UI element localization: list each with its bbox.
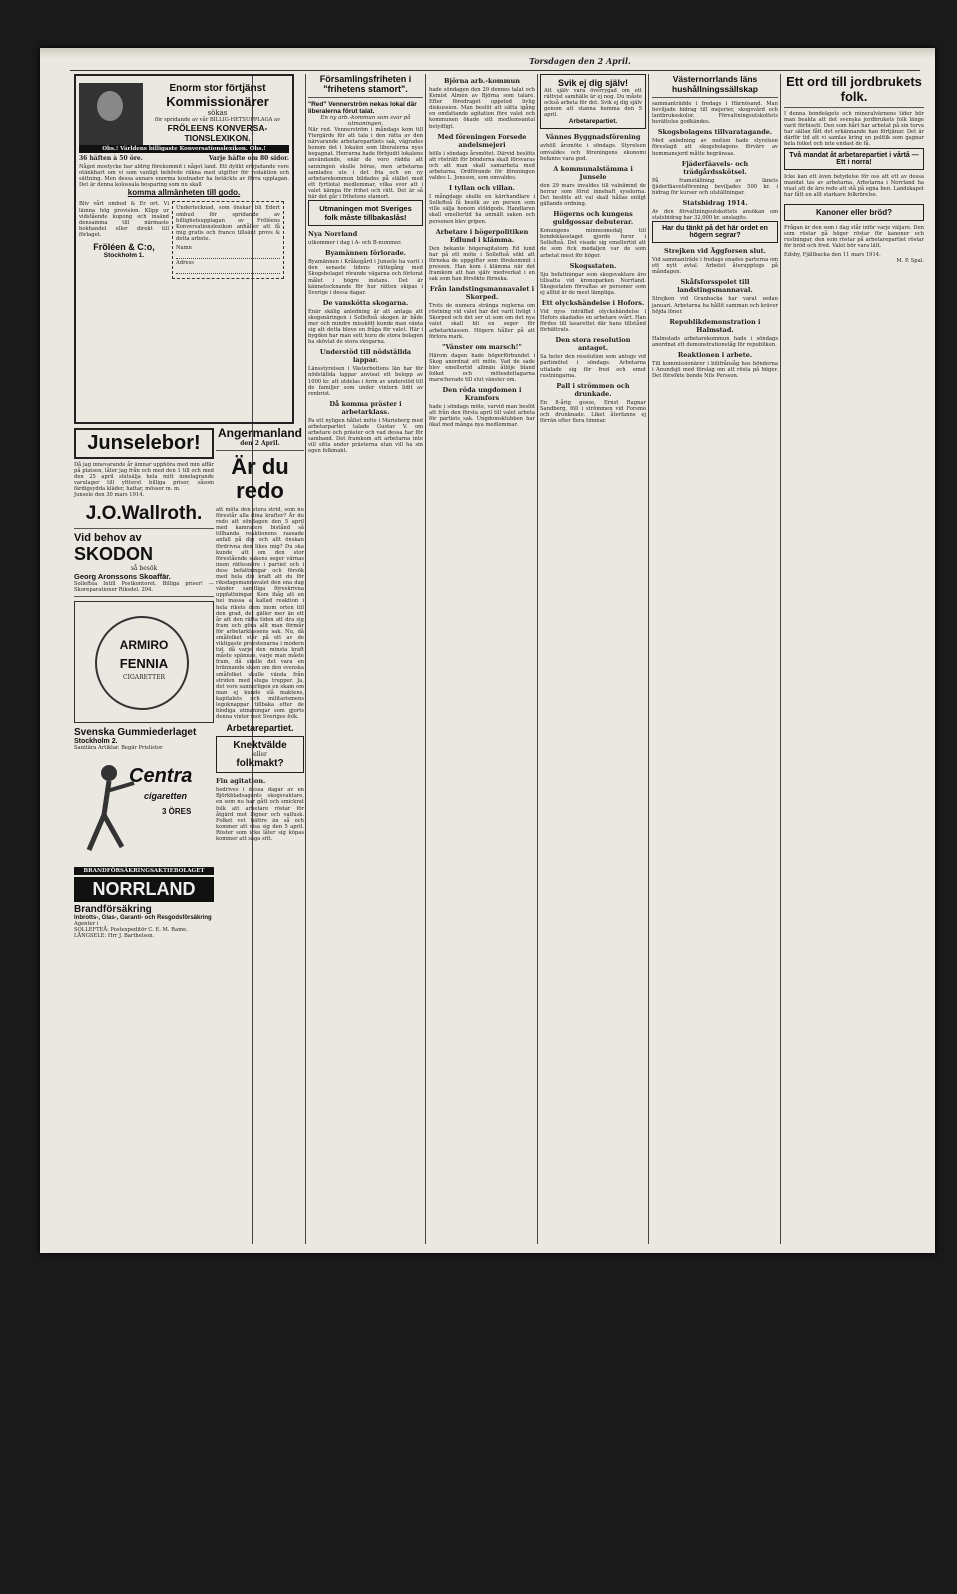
skodon-sa-besok: så besök	[130, 564, 158, 572]
tva-mandat-box: Två mandat åt arbetarepartiet i vårtå — Ett i norra!	[784, 148, 924, 170]
republik-title: Republikdemonstration i Halmstad.	[669, 317, 761, 334]
vanster-body: Härom dagen hade högerförbundet i Skog anordnat ett möte. Vad de sade blev emellertid allmän åtlöje bland folket och mötesdeltagarna marscherade till slut vänster om.	[429, 352, 535, 384]
armiro-brand: ARMIRO	[119, 637, 169, 652]
ad-for-line: för spridande av vår BILLIG-HETSUPPLAGA av	[154, 117, 281, 123]
sylvia-title: Svik ej dig själv!	[557, 78, 629, 88]
vasternorr-title: Västernorrlands läns hushållningssällskap	[672, 74, 758, 94]
armiro-name: FENNIA	[119, 655, 169, 671]
statsbidrag-title: Statsbidrag 1914.	[682, 198, 748, 207]
column-7	[784, 74, 924, 1244]
knektvalde-eller: eller	[253, 751, 267, 759]
bjorna-body: hade söndagen den 29 dennes talat och Kemist Almén av Björna som talare. Efter föredraget uppstod livlig diskussion. Man beslöt att sätta igång en omfattande agitation före valet och kommunen ökade sitt medlemsantal betydligt.	[429, 87, 535, 130]
angermanland-title: Angermanland	[217, 426, 302, 440]
vasternorr-body: sammanträdde i fredags i Härnösand. Man beviljade bidrag till mejerier, skogsvård och lantbruksskolor. Förvaltningsutskottets berättelse godkändes.	[652, 101, 778, 126]
skogsstaten-title: Skogsstaten.	[569, 261, 617, 270]
republik-body: Halmstads arbetarekommun hade i söndags anordnat ett demonstrationståg för republiken.	[652, 335, 778, 348]
hogern-body: Konungens minnesmedalj till bondeklasstaget gjorde furor i Sollefteå. Det visade sig emellertid att de som fick medaljen var de som arbetat mest för höger.	[540, 228, 646, 259]
olycka-title: Ett olyckshändelse i Hofors.	[541, 298, 645, 307]
ad-headline: Enorm stor förtjänst	[169, 83, 266, 94]
skafsforsen-title: Skåfsforsspolet till landstingsmannaval.	[677, 278, 753, 295]
column-4	[429, 74, 535, 1244]
kommun-body: Pa ett nyligen hållet möte i Marieberg med arbetarpartiet talade Gustav V. om arbetare och präster och vad dessa har för samband. Det framkom att arbetarna inte vill sitta under prästerna utan vill ha sin egen folkmakt.	[308, 417, 423, 455]
strejken-title: Strejken vid Äggforsen slut.	[664, 247, 766, 256]
forsamling-kicker: "Red" Vennerström nekas lokal där liberalerna förut talat.	[308, 101, 417, 115]
hogern-title: Högerns och kungens guldgossar debuterar.	[552, 210, 634, 227]
junsele-headline: Junselebor!	[74, 428, 214, 459]
byamannen-body: Byamännen i Kråkegård i Junsele ha varit i den senaste tidens rättegång med Skogsbolaget rörande vägarna och förlorat målet i högre instans. Det är kännetecknande för hur rätten skipas i Sverige i dessa dagar.	[308, 259, 423, 296]
strejken-body: Vid sammanträde i fredags enades parterna om ett nytt avtal. Arbetet återupptogs på måndagen.	[652, 257, 778, 276]
norrland-name: NORRLAND	[74, 877, 214, 902]
norrland-city1: SOLLEFTEÅ: Postexpeditör C. E. M. Rame.	[74, 926, 188, 933]
gummi-body: Sanitära Artiklar. Begär Prislistor.	[74, 744, 164, 751]
centra-price: 3 ÖRES	[162, 806, 192, 816]
forsamling-lead: En ny arb.-kommun som svar på utmaningen.	[320, 115, 411, 127]
norrland-line2: Inbrotts-, Glas-, Garanti- och Resgodsförsäkring	[74, 914, 212, 921]
stora-reso-title: Den stora resolution antaget.	[555, 336, 631, 353]
page-date-header: Torsdagen den 2 April.	[529, 56, 631, 66]
gummi-address: Stockholm 2.	[74, 737, 118, 745]
tradgards-title: Fjäderfäavels- och trädgårdsskötsel.	[681, 159, 749, 176]
coupon-adress-label: Adress	[176, 260, 194, 267]
forsede-body: hölls i söndags årsmötet. Därvid beslöts att rösträtt för bönderna skall försvaras och att man skall samarbeta med arbetarna. Ordförande för föreningen valdes L. Jonsson, som omvaldes.	[429, 150, 535, 182]
sylvia-sign: Arbetarepartiet.	[568, 118, 618, 126]
ad-sokas: sökas	[207, 109, 228, 117]
kanoner-body: Frågan är den som i dag står inför varje väljare. Den som röstar på höger röstar för kanoner och rustningar, den som röstar på arbetarepartiet röstar för bröd och fred. Valet bör vara lätt.	[784, 224, 924, 250]
centra-brand: Centra	[129, 764, 193, 787]
column-rule	[780, 74, 781, 1244]
nodstallda-body: Länsstyrelsen i Västerbottens län har för nödställda lappar anvisat ett belopp av 1000 kr. att utdelas i form av understöd till de familjer som under vintern lidit av renbrist.	[308, 366, 423, 397]
ad-obs-banner: Obs.! Världens billigaste Konversationslexikon. Obs.!	[79, 145, 289, 153]
knektvalde-folkmakt: folkmakt?	[236, 758, 284, 770]
skogsbolag-body: Med anledning av motion hade styrelsen föreslagit att skogsbolagens förvärv av hemmansjord måtte begränsas.	[652, 138, 778, 157]
vanster-title: "Vänster om marsch!"	[442, 342, 522, 351]
jordbruk-title: Ett ord till jordbrukets folk.	[786, 74, 922, 104]
ad-body: Något mostycke har aldrig förekommit i något land. Ett dylikt erbjudande vore otänkbart om vi som vanligt behövde räkna med utgifter för redaktion och sättning. Men dessa annars enorma kostnader ha betäckts av förra upplagan. Det är denna kolossala besparing som nu skall	[79, 164, 289, 189]
ad-left-text: Bliv vårt ombud & Er ort. Vi lämna hög provision. Klipp ur vidstående kupong och insänd densamma till närmaste bokhandel eller direkt till förlaget.	[79, 201, 169, 238]
byamannen-title: Byamännen förlorade.	[324, 249, 407, 258]
sylvia-body: Att själv vara överrygad om ett rättvist samhälle är ej nog. Du måste också arbeta för det. Svik ej dig själv genom att stanna hemma den 5 april.	[544, 88, 642, 119]
norrland-city2: LÅNGSELE: Hrr J. Barthelson.	[74, 933, 155, 940]
nodstallda-title: Understöd till nödställda lappar.	[319, 348, 412, 365]
tva-mandat-body: Icke kan ett även betydelse för oss att ett av dessa mandat tas av arbetarna. Arbetarna i Norrland ha visat att de äro redo att stå på egna ben. Landskapet har fått en allt starkare folkrörelse.	[784, 173, 924, 198]
column-5	[540, 74, 646, 1244]
nar-du-box: Har du tänkt på det här ordet en högern segrar?	[652, 221, 778, 243]
skodon-address: Solleftea Intill Postkontoret. Billiga priser! — Skoreparationer Riksdel. 294.	[74, 580, 214, 593]
skodon-lead: Vid behov av	[74, 531, 142, 544]
column-rule	[648, 74, 649, 1244]
skodon-title: SKODON	[74, 543, 154, 564]
skodon-shop: Georg Aronssons Skoaffär.	[74, 571, 171, 581]
olycka-body: Vid nyss inträffad olyckshändelse i Hofors skadades en arbetare svårt. Han fördes till lasarettet där hans tillstånd förbättrats.	[540, 308, 646, 334]
coupon-namn-label: Namn	[176, 245, 192, 252]
kommun-title: Då komma präster i arbetarklass.	[329, 399, 402, 416]
norrland-top-banner: BRANDFÖRSÄKRINGSAKTIEBOLAGET	[74, 867, 214, 875]
gummi-title: Svenska Gummiederlaget	[74, 726, 197, 738]
armiro-ad	[74, 601, 214, 723]
centra-kind: cigaretten	[144, 790, 188, 801]
angermanland-headline: Är du redo	[231, 454, 289, 503]
vannes-title: Vännes Byggnadsförening	[545, 133, 641, 142]
sylvia-box	[540, 74, 646, 129]
ad-city: Stockholm 1.	[103, 252, 145, 260]
wallroth-name: J.O.Wallroth.	[85, 502, 203, 524]
stora-reso-body: Sa heter den resolution som antogs vid partimötet i söndags. Arbetarna uttalade sig för fred och emot rustningarna.	[540, 354, 646, 379]
column-rule	[425, 74, 426, 1244]
skogsbolag-title: Skogsbolagens tillvaratagande.	[657, 128, 773, 137]
reaktionen-title: Reaktionen i arbete.	[677, 350, 753, 359]
angermanland-section: Arbetarepartiet.	[226, 723, 294, 734]
reaktionen-body: Till kommissionärer i bilifrånsåg hos bönderna i Anundsjö med förslag om att rösta på höger. Det försökte bonde Nils Persson.	[652, 360, 778, 380]
tyllan-body: I mångdage skulle en kärrhandlare i Sollefteå få besök av en person som ville sälja honom stöldgods. Handlaren skall emellertid ha anmält saken och personen blev gripen.	[429, 194, 535, 225]
norrland-agent: Agenter i	[74, 920, 99, 927]
jordbruk-body: I denna bondeägets och mineralvärnens tider bör man beakta att det svenska jordbrukets folk länge varit förbisett. Den som hårt har arbetat på sin torva har sällan fått det erkännande han förtjänar. Det är därför tid att vi samlas kring en politik som gagnar hela folket och inte endast de få.	[784, 111, 924, 148]
angermanland-date: den 2 April.	[240, 440, 280, 447]
rodaungdomen-body: hade i söndags möte, varvid man beslöt att från den första april till valet arbeta för partiets sak. Ungdomsklubben har ökat med många nya medlemmar.	[429, 404, 535, 429]
skogsstaten-body: Sju befattningar som skogsvaktare äro tillsatta vid kronoparken Norrland. Skogsstaten förvaltas av personer som ej alltid är de mest lämpliga.	[540, 271, 646, 296]
ad-publisher: Fröléen & C:o,	[93, 242, 155, 253]
portrait-image	[79, 83, 143, 145]
ad-product: FRÖLEENS KONVERSA-TIONSLEXIKON.	[167, 123, 268, 144]
stromman-title: Pall i strömmen och drunkade.	[556, 381, 630, 398]
arbetare-body: Den bekante högeragitatorn Ed lund har på ett möte i Sollefteå sökt att förneka de uppgifter som förekommit i pressen. Han kom i klämma när det framkom att han själv medverkat i en sak som han försökte förneka.	[429, 245, 535, 283]
column-3	[308, 74, 423, 1244]
ad-title: Kommissionärer	[166, 94, 269, 109]
junsele-date: Junsele den 30 mars 1914.	[74, 492, 145, 499]
junsele-body: Då jag innevarande år ämnar upphöra med min affär på platsen, låter jag från och med den 1 till och med den 25 april slutsälja hela mitt innelagrande varulager till yttterst billiga priser, såsom färdigsydda kläder, hattar, mössor m. m.	[74, 462, 214, 493]
tradgards-body: På framställning av länets fjäderfäavelsförening beviljades 500 kr. i bidrag för kurser och utställningar.	[652, 177, 778, 196]
kanoner-sign2: M. P. Spal.	[896, 258, 924, 265]
ad-slogan: komma allmänheten till godo.	[127, 188, 241, 198]
ad-price-right: Varje häfte om 80 sidor.	[208, 155, 289, 163]
angermanland-body: att möta den stora strid, som nu förestår alla dina krafter? Är du redo att söndagen den 5 april med kamraters bistånd så tillhanda reaktionens raseade anfall på dig och allt önskan fördrivna den likes mig? Du ska kunde att om den stor förestående sakens seger värnas inom rättesnöre i partiet och i dess befattningar och försök med hela din kraft att du för riksdagsmannavalet den ena dag vänder samtliga föreskrivna uppfattningar. Kom ihåg att en hel massa a kallad reaktion i hela rikets dem inom orten till den grad, det gäller mer än ett år att den rätta tiden att dra sig fram och göra allt man förmår för arbetarklassens sak. Nu, då småfolket står på ett av de viktigaste provstenarna i modern tid, då varje den minsta kraft måste spännas, varje man måste fram, då skulle det vara en brännande skam om den svenska småfolket skulle vända från striden med sluga trupper. Ja, det vore sannerligen en skam om man ej kunde slå maktens, kapitalets och militarismens legoknappar tillbaka efter de blodiga utmaningar som gjorts denna vinter mot Sveriges folk.	[216, 507, 304, 721]
fin-agitation-body: bedrives i dessa dagar av en Björkbladsagents skogsvaktare, en som nu har gått och smickrat folk att arbetare röstar för åtgärd mot lögner och valfusk. Folket vet bättre än så och kommer att visa sig den 5 april. Röster som icke låter sig köpas kommer att säga sitt.	[216, 787, 304, 843]
coupon-text: Undertecknad, som önskar bli Edert ombud för spridande av billighetsupplagan av Fröléens Konversationslexikon anhåller att få mig gratis och franco tillsänt provs & detta arbete.	[176, 205, 280, 242]
angermanland-block	[216, 426, 304, 1216]
kanoner-sign: Edsby, Fjällbacka den 11 mars 1914.	[784, 252, 881, 259]
statsbidrag-body: Av den förvaltningsutskottets ansökan om statsbidrag har 32,000 kr. anslagits.	[652, 208, 778, 222]
knektvalde-title: Knektvälde	[233, 740, 287, 752]
header-rule	[70, 70, 920, 71]
landsmannavalet-body: Trots de numera stränga reglerna om röstning vid valet har det varit livligt i Skorped och det ser ut som om det nya valet skall bli en seger för arbetarklassen. Högern håller på att förlora mark.	[429, 303, 535, 340]
skafsforsen-body: Strejken vid Granbacka har varat sedan januari. Arbetarna ha hållit samman och kräver höjda löner.	[652, 296, 778, 315]
armiro-kind: CIGARETTER	[123, 673, 165, 681]
nya-norrland-title: Nya Norrland	[308, 230, 358, 239]
rodaungdomen-title: Den röda ungdomen i Kramfors	[442, 386, 522, 403]
ad-price-left: 36 häften à 50 öre.	[79, 155, 143, 163]
column-6	[652, 74, 778, 1244]
nya-norrland-body: utkommer i dag i A- och B-nummer.	[308, 240, 402, 247]
knektvalde-box	[216, 736, 304, 773]
landsmannavalet-title: Från landstingsmannavalet i Skorped.	[429, 285, 535, 302]
column-rule	[537, 74, 538, 1244]
kommunalval-title: A kommunalstämma i Junsele	[553, 164, 633, 181]
vannes-body: avhöll årsmöte i söndags. Styrelsen omvaldes och föreningens ekonomi befanns vara god.	[540, 143, 646, 162]
kommunalval-body: den 29 mars invaldes till valnämnd de herrar som förut innehaft sysslorna. Det beslöts att val skall hållas enligt gällande ordning.	[540, 182, 646, 208]
arbetare-title: Arbetare i högerpolitiken Edlund i klämma.	[435, 227, 529, 244]
fin-agitation-title: Fin agitation.	[216, 777, 266, 786]
skogarna-body: Enär skälig anledning är att antaga att skogsnäringen i Sollefteå skogen är både mer och mindre misskött kunde man vänta sig att detta bleve en fråga för valet. Här i bygden har man sett huru de stora bolagen ha skövlat de stora skogarna.	[308, 308, 423, 346]
forsamling-title: Församlingsfriheten i "frihetens stamort".	[319, 74, 412, 94]
stromman-body: En 8-årig gosse, Ernst Ragnar Sandberg, föll i strömmen vid Forsmo och drunknade. Liket återfanns ej förrän efter flera timmar.	[540, 399, 646, 424]
centra-ad	[74, 755, 214, 865]
norrland-line1: Brandförsäkring	[74, 903, 152, 915]
kanoner-box: Kanoner eller bröd?	[784, 204, 924, 221]
forsede-title: Med föreningen Forsede andelsmejeri	[437, 132, 527, 149]
bjorna-title: Björna arb.-kommun	[444, 77, 520, 85]
forsamling-body: När red. Vennerström i måndags kom till Ytergärde för att tala i den rätta av den närvarande arbetarepartiets sak, vägrades honom det i lokalen som liberalerna nyss begagnat. Herrarna hade förbjudit lokalens användande, enär de voro rädda att sanningen skulle höras, men arbetarna samlades ute i det fria och en ny arbetarekommun bildades på stället med ett fyrtiotal medlemmar, vilka svor att i valet kämpa för frihet och rätt. Det är så här det går i frihetens stamort.	[308, 127, 423, 201]
skogarna-title: De vanskötta skogarna.	[322, 298, 409, 307]
newspaper-page	[40, 48, 935, 1253]
tyllan-title: I tyllan och villan.	[449, 184, 515, 193]
utmaningen-box: Utmaningen mot Sveriges folk måste tillbakaslås!	[308, 200, 423, 226]
